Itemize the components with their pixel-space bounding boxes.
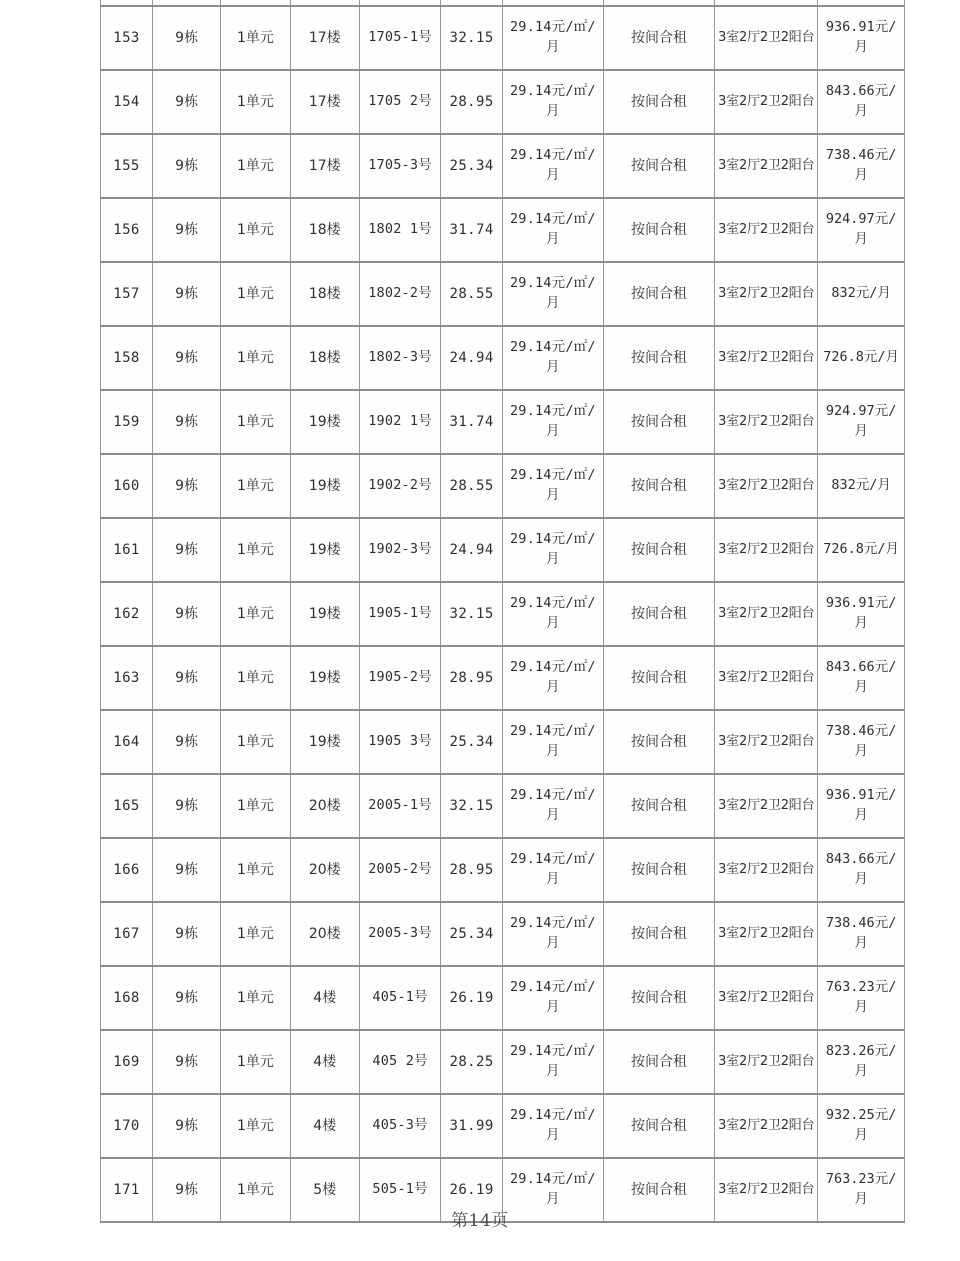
cell-rent-mode: 按间合租 <box>603 262 715 326</box>
cell-id: 167 <box>101 902 153 966</box>
table-row <box>101 390 905 454</box>
cell-area: 25.34 <box>441 710 503 774</box>
cell-id: 160 <box>101 454 153 518</box>
cell-unit: 1单元 <box>221 134 290 198</box>
cell-building: 9栋 <box>153 134 221 198</box>
cell-unit: 1单元 <box>221 1030 290 1094</box>
cell-building: 9栋 <box>153 1158 221 1222</box>
cell-room: 1802 1号 <box>359 198 440 262</box>
cell-floor: 17楼 <box>290 6 359 70</box>
cell-unit: 1单元 <box>221 454 290 518</box>
table-row <box>101 646 905 710</box>
cell-layout: 3室2厅2卫2阳台 <box>715 262 818 326</box>
cell-building: 9栋 <box>153 1030 221 1094</box>
cell-floor: 18楼 <box>290 326 359 390</box>
cell-rent-mode: 按间合租 <box>603 902 715 966</box>
cell-room: 1905-2号 <box>359 646 440 710</box>
cell-room: 405-1号 <box>359 966 440 1030</box>
cell-id: 153 <box>101 6 153 70</box>
cell-unit: 1单元 <box>221 902 290 966</box>
cell-unit: 1单元 <box>221 390 290 454</box>
cell-id: 162 <box>101 582 153 646</box>
cell-rent-mode: 按间合租 <box>603 70 715 134</box>
cell-layout: 3室2厅2卫2阳台 <box>715 6 818 70</box>
cell-rent-mode: 按间合租 <box>603 838 715 902</box>
cell-unit-price: 29.14元/㎡/月 <box>502 326 603 390</box>
cell-rent: 763.23元/月 <box>818 966 905 1030</box>
cell-layout: 3室2厅2卫2阳台 <box>715 838 818 902</box>
cell-unit-price: 29.14元/㎡/月 <box>502 1030 603 1094</box>
cell-room: 2005-3号 <box>359 902 440 966</box>
table-row <box>101 198 905 262</box>
rent-listing-table <box>100 0 905 1223</box>
cell-unit-price: 29.14元/㎡/月 <box>502 902 603 966</box>
cell-room: 2005-2号 <box>359 838 440 902</box>
table-row <box>101 902 905 966</box>
cell-floor: 20楼 <box>290 902 359 966</box>
cell-floor: 5楼 <box>290 1158 359 1222</box>
cell-room: 1905 3号 <box>359 710 440 774</box>
cell-rent: 738.46元/月 <box>818 902 905 966</box>
cell-unit-price: 29.14元/㎡/月 <box>502 262 603 326</box>
cell-room: 405-3号 <box>359 1094 440 1158</box>
table-row <box>101 710 905 774</box>
cell-layout: 3室2厅2卫2阳台 <box>715 902 818 966</box>
cell-unit-price: 29.14元/㎡/月 <box>502 1094 603 1158</box>
table-row <box>101 1030 905 1094</box>
cell-id: 170 <box>101 1094 153 1158</box>
cell-unit: 1单元 <box>221 1158 290 1222</box>
cell-area: 24.94 <box>441 518 503 582</box>
cell-layout: 3室2厅2卫2阳台 <box>715 582 818 646</box>
cell-area: 32.15 <box>441 582 503 646</box>
rent-listing-table-container <box>100 0 905 1223</box>
cell-floor: 17楼 <box>290 134 359 198</box>
cell-area: 25.34 <box>441 902 503 966</box>
cell-building: 9栋 <box>153 262 221 326</box>
cell-area: 28.95 <box>441 70 503 134</box>
table-row <box>101 518 905 582</box>
cell-area: 28.55 <box>441 454 503 518</box>
cell-building: 9栋 <box>153 326 221 390</box>
cell-layout: 3室2厅2卫2阳台 <box>715 518 818 582</box>
cell-area: 28.55 <box>441 262 503 326</box>
cell-room: 1802-3号 <box>359 326 440 390</box>
cell-rent: 924.97元/月 <box>818 198 905 262</box>
cell-layout: 3室2厅2卫2阳台 <box>715 710 818 774</box>
cell-layout: 3室2厅2卫2阳台 <box>715 70 818 134</box>
cell-rent-mode: 按间合租 <box>603 582 715 646</box>
cell-layout: 3室2厅2卫2阳台 <box>715 1030 818 1094</box>
cell-unit-price: 29.14元/㎡/月 <box>502 198 603 262</box>
cell-floor: 4楼 <box>290 1094 359 1158</box>
cell-room: 1905-1号 <box>359 582 440 646</box>
cell-room: 1902-2号 <box>359 454 440 518</box>
page-number-footer: 第14页 <box>451 1211 509 1231</box>
cell-layout: 3室2厅2卫2阳台 <box>715 774 818 838</box>
cell-rent-mode: 按间合租 <box>603 134 715 198</box>
cell-layout: 3室2厅2卫2阳台 <box>715 646 818 710</box>
table-row <box>101 134 905 198</box>
rent-listing-table-body <box>101 0 905 1222</box>
table-row <box>101 582 905 646</box>
cell-id: 158 <box>101 326 153 390</box>
cell-floor: 17楼 <box>290 70 359 134</box>
cell-id: 171 <box>101 1158 153 1222</box>
cell-room: 1802-2号 <box>359 262 440 326</box>
cell-floor: 19楼 <box>290 710 359 774</box>
cell-area: 28.25 <box>441 1030 503 1094</box>
cell-rent-mode: 按间合租 <box>603 390 715 454</box>
cell-layout: 3室2厅2卫2阳台 <box>715 198 818 262</box>
cell-rent: 843.66元/月 <box>818 838 905 902</box>
cell-rent: 763.23元/月 <box>818 1158 905 1222</box>
table-row <box>101 70 905 134</box>
cell-floor: 4楼 <box>290 1030 359 1094</box>
table-row <box>101 262 905 326</box>
cell-unit-price: 29.14元/㎡/月 <box>502 774 603 838</box>
cell-building: 9栋 <box>153 966 221 1030</box>
cell-layout: 3室2厅2卫2阳台 <box>715 390 818 454</box>
cell-area: 32.15 <box>441 774 503 838</box>
cell-rent-mode: 按间合租 <box>603 1094 715 1158</box>
cell-room: 1705-3号 <box>359 134 440 198</box>
cell-unit-price: 29.14元/㎡/月 <box>502 518 603 582</box>
cell-rent-mode: 按间合租 <box>603 966 715 1030</box>
cell-rent-mode: 按间合租 <box>603 1158 715 1222</box>
cell-id: 168 <box>101 966 153 1030</box>
cell-floor: 18楼 <box>290 262 359 326</box>
cell-rent: 843.66元/月 <box>818 70 905 134</box>
cell-unit: 1单元 <box>221 6 290 70</box>
cell-area: 26.19 <box>441 966 503 1030</box>
cell-room: 1705 2号 <box>359 70 440 134</box>
cell-unit-price: 29.14元/㎡/月 <box>502 838 603 902</box>
table-row <box>101 774 905 838</box>
cell-id: 164 <box>101 710 153 774</box>
cell-building: 9栋 <box>153 838 221 902</box>
cell-unit-price: 29.14元/㎡/月 <box>502 454 603 518</box>
cell-floor: 18楼 <box>290 198 359 262</box>
cell-building: 9栋 <box>153 646 221 710</box>
cell-rent-mode: 按间合租 <box>603 326 715 390</box>
cell-building: 9栋 <box>153 902 221 966</box>
table-row <box>101 966 905 1030</box>
cell-room: 505-1号 <box>359 1158 440 1222</box>
cell-unit-price: 29.14元/㎡/月 <box>502 710 603 774</box>
cell-id: 157 <box>101 262 153 326</box>
cell-floor: 19楼 <box>290 390 359 454</box>
cell-rent-mode: 按间合租 <box>603 454 715 518</box>
cell-rent-mode: 按间合租 <box>603 1030 715 1094</box>
table-row <box>101 6 905 70</box>
cell-area: 25.34 <box>441 134 503 198</box>
cell-floor: 4楼 <box>290 966 359 1030</box>
cell-unit: 1单元 <box>221 582 290 646</box>
table-row <box>101 838 905 902</box>
cell-unit-price: 29.14元/㎡/月 <box>502 134 603 198</box>
cell-rent: 924.97元/月 <box>818 390 905 454</box>
table-row <box>101 454 905 518</box>
cell-id: 163 <box>101 646 153 710</box>
cell-area: 28.95 <box>441 838 503 902</box>
cell-building: 9栋 <box>153 390 221 454</box>
cell-rent-mode: 按间合租 <box>603 198 715 262</box>
cell-building: 9栋 <box>153 6 221 70</box>
cell-rent-mode: 按间合租 <box>603 518 715 582</box>
cell-unit: 1单元 <box>221 1094 290 1158</box>
cell-unit: 1单元 <box>221 774 290 838</box>
cell-unit-price: 29.14元/㎡/月 <box>502 582 603 646</box>
cell-building: 9栋 <box>153 198 221 262</box>
cell-area: 28.95 <box>441 646 503 710</box>
cell-floor: 20楼 <box>290 838 359 902</box>
cell-room: 405 2号 <box>359 1030 440 1094</box>
cell-unit-price: 29.14元/㎡/月 <box>502 6 603 70</box>
cell-unit: 1单元 <box>221 646 290 710</box>
cell-floor: 19楼 <box>290 582 359 646</box>
cell-id: 156 <box>101 198 153 262</box>
cell-layout: 3室2厅2卫2阳台 <box>715 1094 818 1158</box>
cell-rent: 936.91元/月 <box>818 774 905 838</box>
cell-room: 1705-1号 <box>359 6 440 70</box>
cell-id: 166 <box>101 838 153 902</box>
cell-room: 1902 1号 <box>359 390 440 454</box>
cell-rent: 936.91元/月 <box>818 6 905 70</box>
cell-rent: 936.91元/月 <box>818 582 905 646</box>
cell-building: 9栋 <box>153 70 221 134</box>
cell-unit-price: 29.14元/㎡/月 <box>502 966 603 1030</box>
cell-building: 9栋 <box>153 518 221 582</box>
cell-rent-mode: 按间合租 <box>603 646 715 710</box>
cell-floor: 19楼 <box>290 518 359 582</box>
cell-unit: 1单元 <box>221 710 290 774</box>
cell-rent: 726.8元/月 <box>818 518 905 582</box>
cell-unit: 1单元 <box>221 70 290 134</box>
cell-area: 31.99 <box>441 1094 503 1158</box>
cell-layout: 3室2厅2卫2阳台 <box>715 134 818 198</box>
cell-rent: 823.26元/月 <box>818 1030 905 1094</box>
cell-rent: 832元/月 <box>818 454 905 518</box>
table-row <box>101 326 905 390</box>
cell-floor: 19楼 <box>290 454 359 518</box>
cell-unit: 1单元 <box>221 198 290 262</box>
cell-floor: 19楼 <box>290 646 359 710</box>
cell-id: 161 <box>101 518 153 582</box>
cell-unit-price: 29.14元/㎡/月 <box>502 646 603 710</box>
cell-layout: 3室2厅2卫2阳台 <box>715 326 818 390</box>
cell-unit: 1单元 <box>221 838 290 902</box>
cell-rent: 832元/月 <box>818 262 905 326</box>
cell-rent: 738.46元/月 <box>818 134 905 198</box>
cell-building: 9栋 <box>153 710 221 774</box>
cell-rent: 726.8元/月 <box>818 326 905 390</box>
cell-layout: 3室2厅2卫2阳台 <box>715 454 818 518</box>
cell-id: 159 <box>101 390 153 454</box>
cell-id: 169 <box>101 1030 153 1094</box>
cell-unit: 1单元 <box>221 518 290 582</box>
cell-room: 2005-1号 <box>359 774 440 838</box>
cell-unit: 1单元 <box>221 262 290 326</box>
cell-building: 9栋 <box>153 454 221 518</box>
cell-rent: 738.46元/月 <box>818 710 905 774</box>
cell-rent: 932.25元/月 <box>818 1094 905 1158</box>
cell-floor: 20楼 <box>290 774 359 838</box>
table-row <box>101 1094 905 1158</box>
cell-area: 24.94 <box>441 326 503 390</box>
cell-building: 9栋 <box>153 774 221 838</box>
cell-layout: 3室2厅2卫2阳台 <box>715 1158 818 1222</box>
cell-unit-price: 29.14元/㎡/月 <box>502 390 603 454</box>
cell-id: 155 <box>101 134 153 198</box>
cell-unit-price: 29.14元/㎡/月 <box>502 1158 603 1222</box>
cell-room: 1902-3号 <box>359 518 440 582</box>
cell-building: 9栋 <box>153 1094 221 1158</box>
cell-id: 154 <box>101 70 153 134</box>
cell-area: 26.19 <box>441 1158 503 1222</box>
cell-area: 32.15 <box>441 6 503 70</box>
cell-rent: 843.66元/月 <box>818 646 905 710</box>
cell-rent-mode: 按间合租 <box>603 710 715 774</box>
cell-unit: 1单元 <box>221 966 290 1030</box>
cell-rent-mode: 按间合租 <box>603 774 715 838</box>
cell-unit-price: 29.14元/㎡/月 <box>502 70 603 134</box>
cell-area: 31.74 <box>441 390 503 454</box>
cell-building: 9栋 <box>153 582 221 646</box>
cell-layout: 3室2厅2卫2阳台 <box>715 966 818 1030</box>
cell-id: 165 <box>101 774 153 838</box>
cell-rent-mode: 按间合租 <box>603 6 715 70</box>
cell-area: 31.74 <box>441 198 503 262</box>
cell-unit: 1单元 <box>221 326 290 390</box>
